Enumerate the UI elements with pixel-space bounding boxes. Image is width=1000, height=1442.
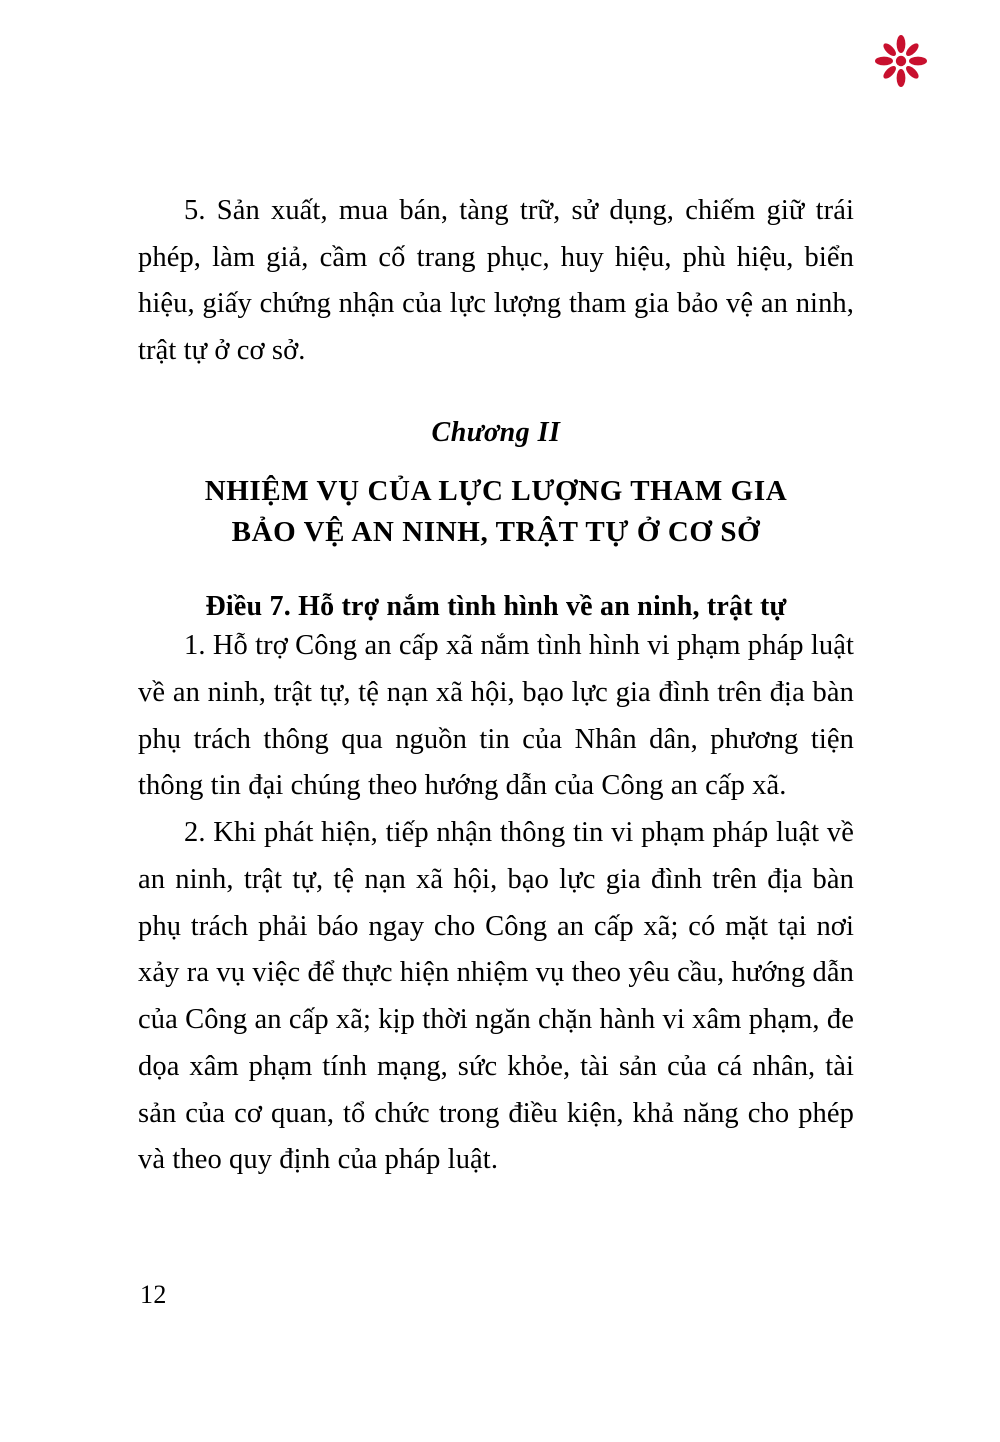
chapter-title-line-2: BẢO VỆ AN NINH, TRẬT TỰ Ở CƠ SỞ — [231, 516, 761, 549]
article-heading: Điều 7. Hỗ trợ nắm tình hình về an ninh, trật tự — [205, 591, 787, 623]
paragraph-article-clause-1: 1. Hỗ trợ Công an cấp xã nắm tình hình vi phạm pháp luật về an ninh, trật tự, tệ nạn xã hội, bạo lực gia đình trên địa bàn phụ trách thông qua nguồn tin của Nhân dân, phương tiện thông tin đại chúng theo hướng dẫn của Công an cấp xã. — [138, 630, 854, 802]
flower-ornament-icon — [874, 34, 928, 88]
chapter-title — [138, 471, 854, 553]
chapter-label: Chương II — [431, 416, 561, 448]
page-body — [138, 188, 854, 1184]
paragraph-article-clause-2: 2. Khi phát hiện, tiếp nhận thông tin vi phạm pháp luật về an ninh, trật tự, tệ nạn xã hội, bạo lực gia đình trên địa bàn phụ trách phải báo ngay cho Công an cấp xã; có mặt tại nơi xảy ra vụ việc để thực hiện nhiệm vụ theo yêu cầu, hướng dẫn của Công an cấp xã; kịp thời ngăn chặn hành vi xâm phạm, đe dọa xâm phạm tính mạng, sức khỏe, tài sản của cá nhân, tài sản của cơ quan, tổ chức trong điều kiện, khả năng cho phép và theo quy định của pháp luật. — [138, 817, 854, 1176]
page-number: 12 — [140, 1280, 167, 1309]
chapter-title-line-1: NHIỆM VỤ CỦA LỰC LƯỢNG THAM GIA — [204, 474, 788, 507]
chapter-block — [138, 417, 854, 553]
paragraph-clause-5: 5. Sản xuất, mua bán, tàng trữ, sử dụng, chiếm giữ trái phép, làm giả, cầm cố trang phục, huy hiệu, phù hiệu, biển hiệu, giấy chứng nhận của lực lượng tham gia bảo vệ an ninh, trật tự ở cơ sở. — [138, 195, 854, 367]
